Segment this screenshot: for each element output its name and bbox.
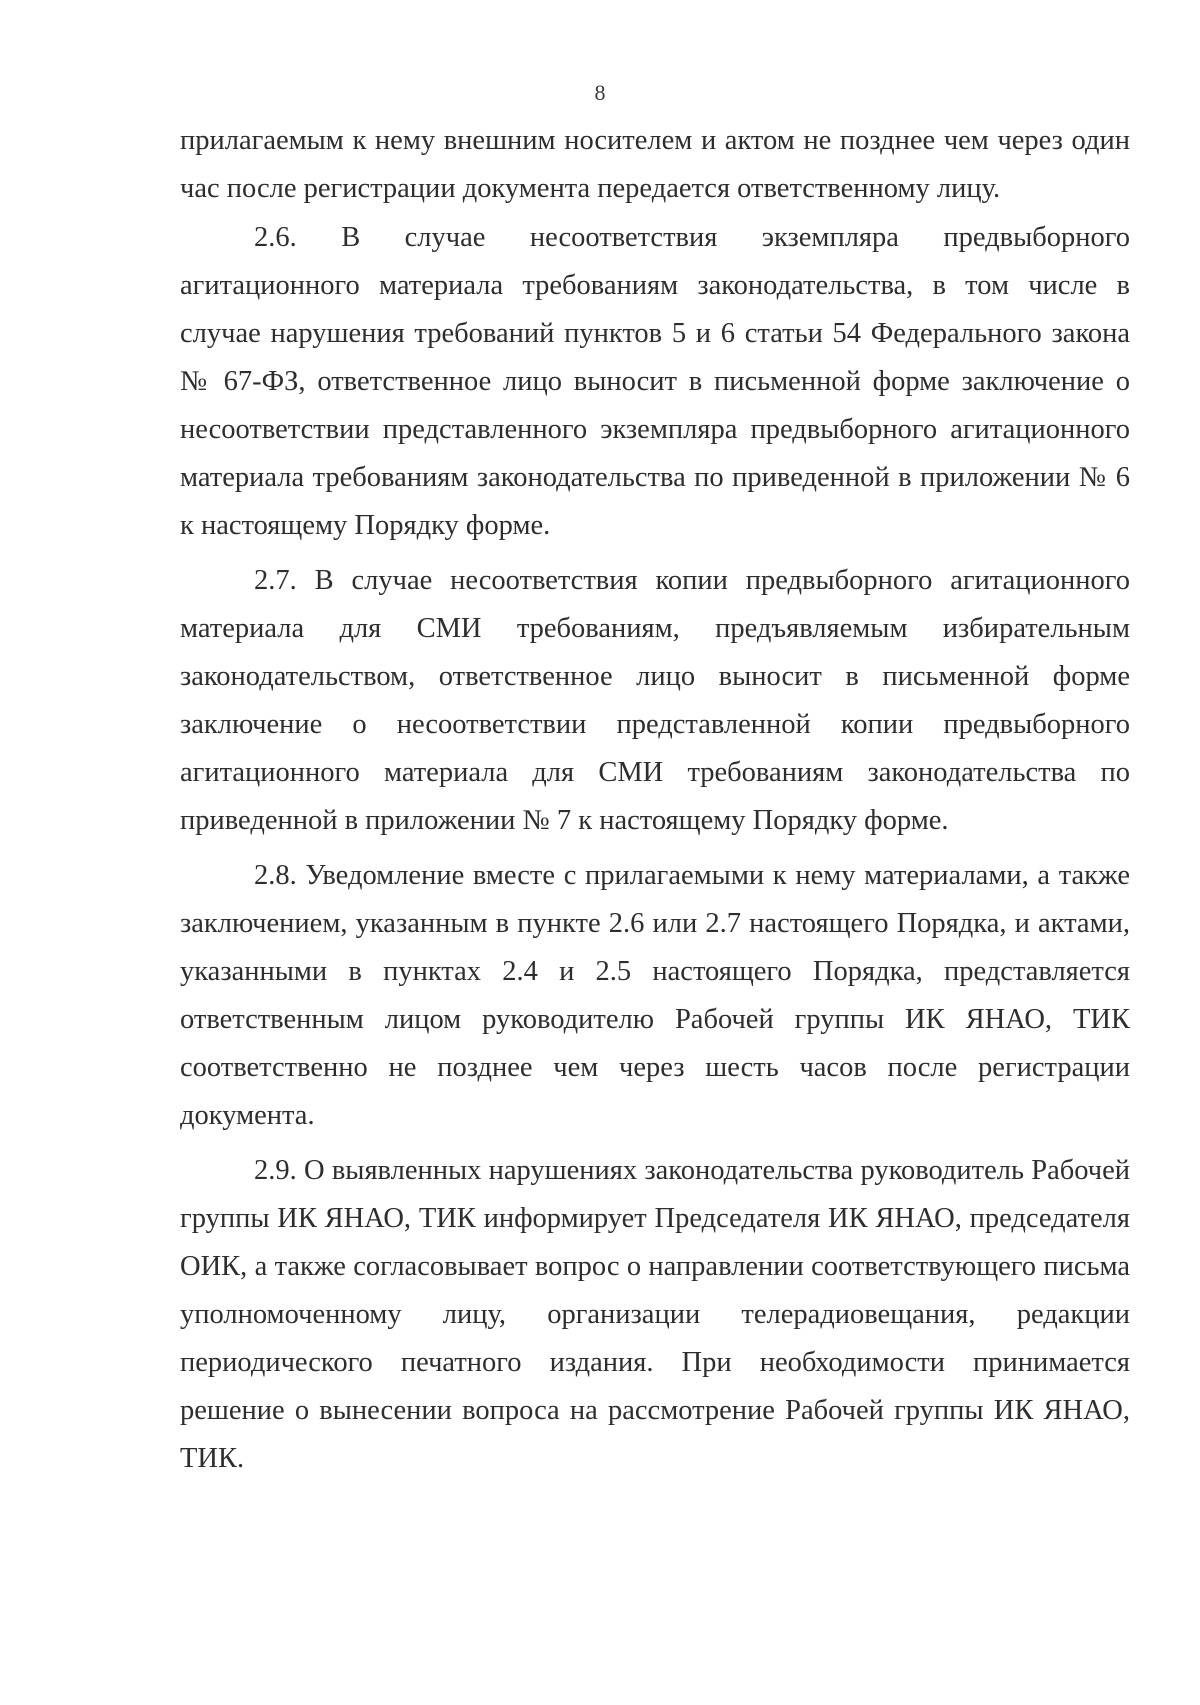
paragraph-2-8: 2.8. Уведомление вместе с прилагаемыми к нему материалами, а также заключением, указанным в пункте 2.6 или 2.7 настоящего Порядка, и актами, указанными в пунктах 2.4 и 2.5 настоящего Порядка, представляется ответственным лицом руководителю Рабочей группы ИК ЯНАО, ТИК соответственно не позднее чем через шесть часов после регистрации документа. <box>180 860 1130 1131</box>
paragraph-2-7: 2.7. В случае несоответствия копии предвыборного агитационного материала для СМИ требованиям, предъявляемым избирательным законодательством, ответственное лицо выносит в письменной форме заключение о несоответствии представленной копии предвыборного агитационного материала для СМИ требованиям законодательства по приведенной в приложении № 7 к настоящему Порядку форме. <box>180 565 1130 836</box>
page-number: 8 <box>594 80 606 105</box>
paragraph-2-9: 2.9. О выявленных нарушениях законодательства руководитель Рабочей группы ИК ЯНАО, ТИК информирует Председателя ИК ЯНАО, председателя ОИК, а также согласовывает вопрос о направлении соответствующего письма уполномоченному лицу, организации телерадиовещания, редакции периодического печатного издания. При необходимости принимается решение о вынесении вопроса на рассмотрение Рабочей группы ИК ЯНАО, ТИК. <box>180 1155 1130 1474</box>
continuation-paragraph: прилагаемым к нему внешним носителем и актом не позднее чем через один час после регистрации документа передается ответственному лицу. <box>180 125 1130 204</box>
paragraph-2-6: 2.6. В случае несоответствия экземпляра предвыборного агитационного материала требованиям законодательства, в том числе в случае нарушения требований пунктов 5 и 6 статьи 54 Федерального закона № 67-ФЗ, ответственное лицо выносит в письменной форме заключение о несоответствии представленного экземпляра предвыборного агитационного материала требованиям законодательства по приведенной в приложении № 6 к настоящему Порядку форме. <box>180 222 1130 541</box>
